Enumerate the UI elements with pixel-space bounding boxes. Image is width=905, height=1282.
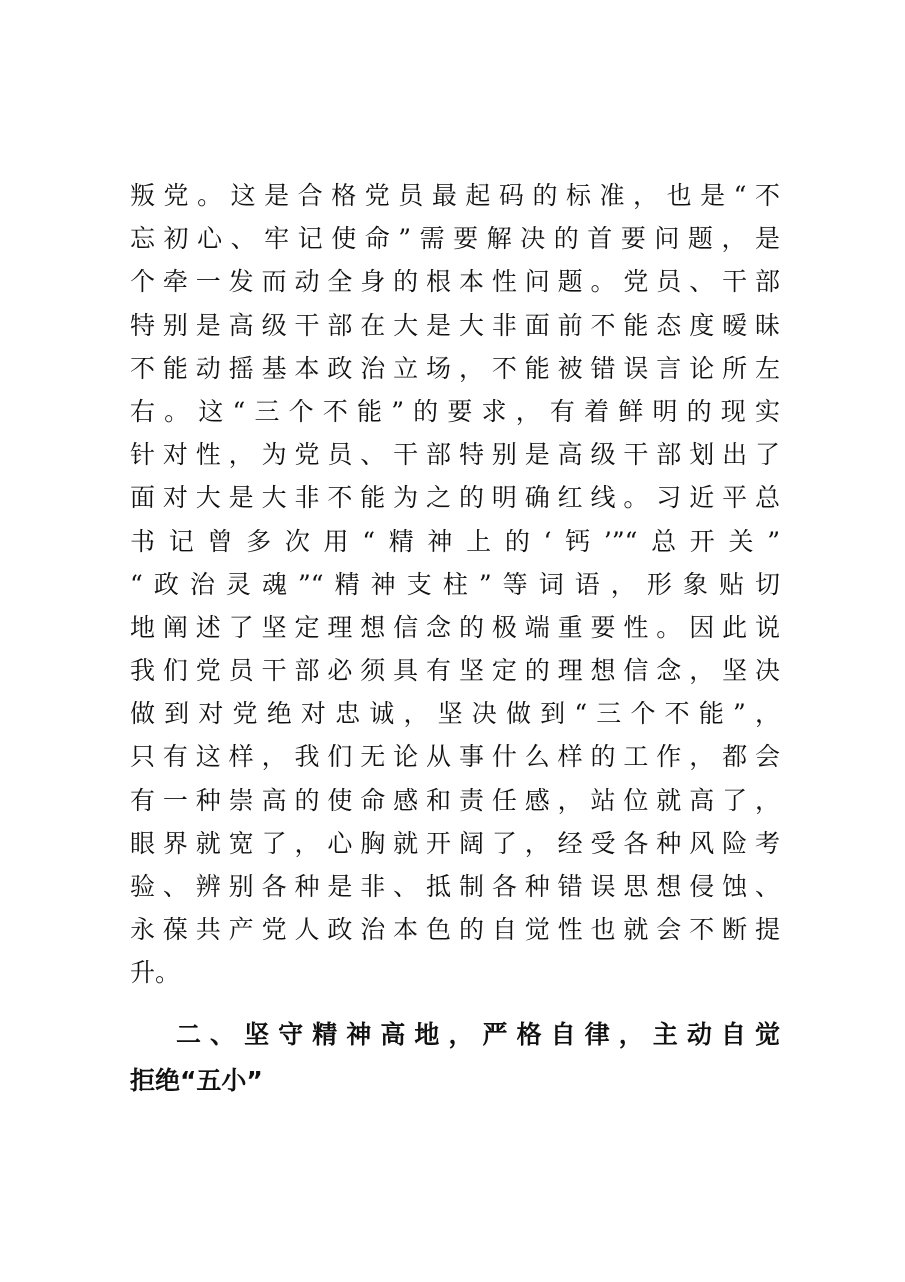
paragraph-line: 右。这“三个不能”的要求，有着鲜明的现实 [130,396,780,426]
paragraph-line: “政治灵魂”“精神支柱”等词语，形象贴切 [130,569,780,599]
paragraph-line: 针对性，为党员、干部特别是高级干部划出了 [130,440,780,470]
paragraph-line: 做到对党绝对忠诚，坚决做到“三个不能”， [130,699,780,729]
paragraph-line: 地阐述了坚定理想信念的极端重要性。因此说 [130,612,780,642]
paragraph-line: 升。 [130,958,181,988]
paragraph-line: 眼界就宽了，心胸就开阔了，经受各种风险考 [130,828,780,858]
paragraph-line: 叛党。这是合格党员最起码的标准，也是“不 [130,181,780,210]
section-heading [130,1012,780,1104]
paragraph-line: 忘初心、牢记使命”需要解决的首要问题，是 [130,224,780,254]
paragraph-line: 我们党员干部必须具有坚定的理想信念，坚决 [130,656,780,686]
paragraph-line: 特别是高级干部在大是大非面前不能态度暧昧 [130,310,780,340]
paragraph-line: 不能动摇基本政治立场，不能被错误言论所左 [130,353,780,383]
body-paragraph [130,174,780,995]
paragraph-line: 个牵一发而动全身的根本性问题。党员、干部 [130,267,780,297]
paragraph-line: 永葆共产党人政治本色的自觉性也就会不断提 [130,915,780,945]
paragraph-line: 有一种崇高的使命感和责任感，站位就高了， [130,785,780,815]
section-heading-line: 二、坚守精神高地，严格自律，主动自觉 [176,1020,780,1049]
paragraph-line: 只有这样，我们无论从事什么样的工作，都会 [130,742,780,772]
paragraph-line: 书记曾多次用“精神上的‘钙’”“总开关” [130,526,780,556]
paragraph-line: 面对大是大非不能为之的明确红线。习近平总 [130,483,780,513]
section-heading-line: 拒绝“五小” [130,1066,263,1095]
paragraph-line: 验、辨别各种是非、抵制各种错误思想侵蚀、 [130,872,780,901]
